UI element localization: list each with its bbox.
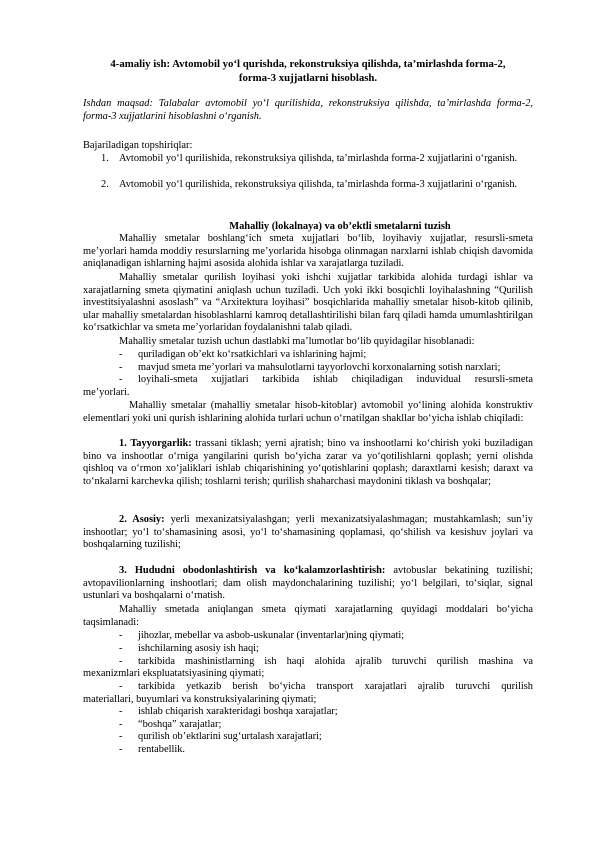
task-item: Avtomobil yo‘l qurilishida, rekonstruksiya qilishda, ta’mirlashda forma-3 xujjatlarini o‘rganish. <box>119 179 518 190</box>
list-dash: - <box>119 362 123 373</box>
paragraph: Mahalliy smetalar qurilish loyihasi yoki ishchi xujjatlar tarkibida alohida turdagi ishlar va xarajatlarning smeta qiymatini aniqlash uchun tuziladi. Uch yoki ikki bosqichli loyihalashning “Qurilish investitsiyalashni asoslash” va “Arxitektura loyihasi” bosqichlarida mahalliy smetalar hisob-kitob qilinib, ular mahalliy smetalardan hisoblashlarni kamroq detallashtirilishi bilan farq qiladi hamda umumlashtirilgan ko‘rsatkichlar va smeta me’yorlaridan foydalanishni talab qiladi. <box>83 272 533 334</box>
list-dash: - <box>119 706 123 717</box>
page-title <box>83 58 533 85</box>
list-dash: - <box>119 731 123 742</box>
list-dash: - <box>119 643 123 654</box>
list-item-continuation: materiallari, buyumlari va konstruksiyalarining qiymati; <box>83 694 317 705</box>
list-dash: - <box>119 349 123 360</box>
numbered-item <box>83 565 533 603</box>
list-item: ishlab chiqarish xarakteridagi boshqa xarajatlar; <box>138 706 338 717</box>
list-item: jihozlar, mebellar va asbob-uskunalar (inventarlar)ning qiymati; <box>138 630 405 641</box>
item-label: 3. Hududni obodonlashtirish va ko‘kalamzorlashtirish: <box>119 565 386 576</box>
task-number: 2. <box>101 179 109 190</box>
numbered-item <box>83 514 533 552</box>
numbered-item <box>83 438 533 488</box>
list-item: “boshqa” xarajatlar; <box>138 719 222 730</box>
paragraph: Mahalliy smetalar (mahalliy smetalar hisob-kitoblar) avtomobil yo‘lining alohida konstruktiv elementlari yoki uni qurish ishlarining alohida turlari uchun o‘rnatilgan shakllar bo‘yicha ishlab chiqiladi: <box>83 400 533 424</box>
title-line-2: forma-3 xujjatlarni hisoblash. <box>238 71 378 84</box>
paragraph: Mahalliy smetalar boshlang‘ich smeta xujjatlari bo‘lib, loyihaviy xujjatlar, resursli-smeta me’yorlari hamda moddiy resurslarning me’yorlarida hisobga olinmagan narxlarni ishlab chiqish davomida aniqlanadigan ishlarning hajmi asosida alohida ishlar va xarajatlarga tuziladi. <box>83 233 533 270</box>
paragraph: Mahalliy smetalar tuzish uchun dastlabki ma’lumotlar bo‘lib quyidagilar hisoblanadi: <box>119 336 475 347</box>
list-item-continuation: me’yorlari. <box>83 387 130 398</box>
list-dash: - <box>119 374 123 385</box>
list-item: tarkibida mashinistlarning ish haqi alohida ajralib turuvchi qurilish mashina va <box>138 656 533 667</box>
list-item: ishchilarning asosiy ish haqi; <box>138 643 259 654</box>
list-dash: - <box>119 630 123 641</box>
tasks-heading: Bajariladigan topshiriqlar: <box>83 140 193 151</box>
list-dash: - <box>119 719 123 730</box>
section-title: Mahalliy (lokalnaya) va ob’ektli smetalarni tuzish <box>229 221 451 232</box>
aim-paragraph: Ishdan maqsad: Talabalar avtomobil yo‘l qurilishida, rekonstruksiya qilishda, ta’mirlashda forma-2, forma-3 xujjatlarini hisoblashni o‘rganish. <box>83 98 533 122</box>
list-dash: - <box>119 681 123 692</box>
task-item: Avtomobil yo‘l qurilishida, rekonstruksiya qilishda, ta’mirlashda forma-2 xujjatlarini o‘rganish. <box>119 153 518 164</box>
item-text: avtobuslar bekatining tuzilishi; avtopavilionlarning inshootlari; dam olish maydonchalarining tuzilishi; yo‘l belgilari, to‘siqlar, signal ustunlari va boshqalarni o‘rnatish. <box>83 565 534 602</box>
list-item-continuation: mexanizmlari ekspluatatsiyasining qiymati; <box>83 668 265 679</box>
list-item: mavjud smeta me’yorlari va mahsulotlarni tayyorlovchi korxonalarning sotish narxlari; <box>138 362 501 373</box>
paragraph: Mahalliy smetada aniqlangan smeta qiymati xarajatlarning quyidagi moddalari bo‘yicha taqsimlanadi: <box>83 604 533 628</box>
list-item: qurilish ob’ektlarini sug‘urtalash xarajatlari; <box>138 731 322 742</box>
item-label: 2. Asosiy: <box>119 514 165 525</box>
list-item: tarkibida yetkazib berish bo‘yicha transport xarajatlari ajralib turuvchi qurilish <box>138 681 533 692</box>
list-item: loyihali-smeta xujjatlari tarkibida ishlab chiqiladigan induvidual resursli-smeta <box>138 374 533 385</box>
list-dash: - <box>119 744 123 755</box>
list-item: quriladigan ob’ekt ko‘rsatkichlari va ishlarining hajmi; <box>138 349 367 360</box>
item-text: trassani tiklash; yerni ajratish; bino va inshootlarni ko‘chirish yoki buziladigan bino va inshootlar o‘rniga yangilarini qurish bo‘yicha zarar va yo‘qotilishlarni qoplash; yerni olishda qishloq va o‘rmon xo‘jaliklari ishlab chiqarishining yo‘qotishlarini qoplash; daraxtlarni kesish; daraxt va to‘nkalarni karchevka qilish; toshlarni terish; qurilish shaharchasi maydonini tiklash va boshqalar; <box>83 438 533 487</box>
list-dash: - <box>119 656 123 667</box>
item-text: yerli mexanizatsiyalashgan; yerli mexanizatsiyalashmagan; mustahkamlash; sun’iy inshootlar; yo‘l to‘shamasining asosi, yo‘l to‘shamasining qoplamasi, qo‘shilish va kesishuv joylari va boshqalarning tuzilishi; <box>83 514 533 551</box>
task-number: 1. <box>101 153 109 164</box>
item-label: 1. Tayyorgarlik: <box>119 438 192 449</box>
title-line-1: 4-amaliy ish: Avtomobil yo‘l qurishda, rekonstruksiya qilishda, ta’mirlashda forma-2, <box>110 58 506 70</box>
list-item: rentabellik. <box>138 744 186 755</box>
